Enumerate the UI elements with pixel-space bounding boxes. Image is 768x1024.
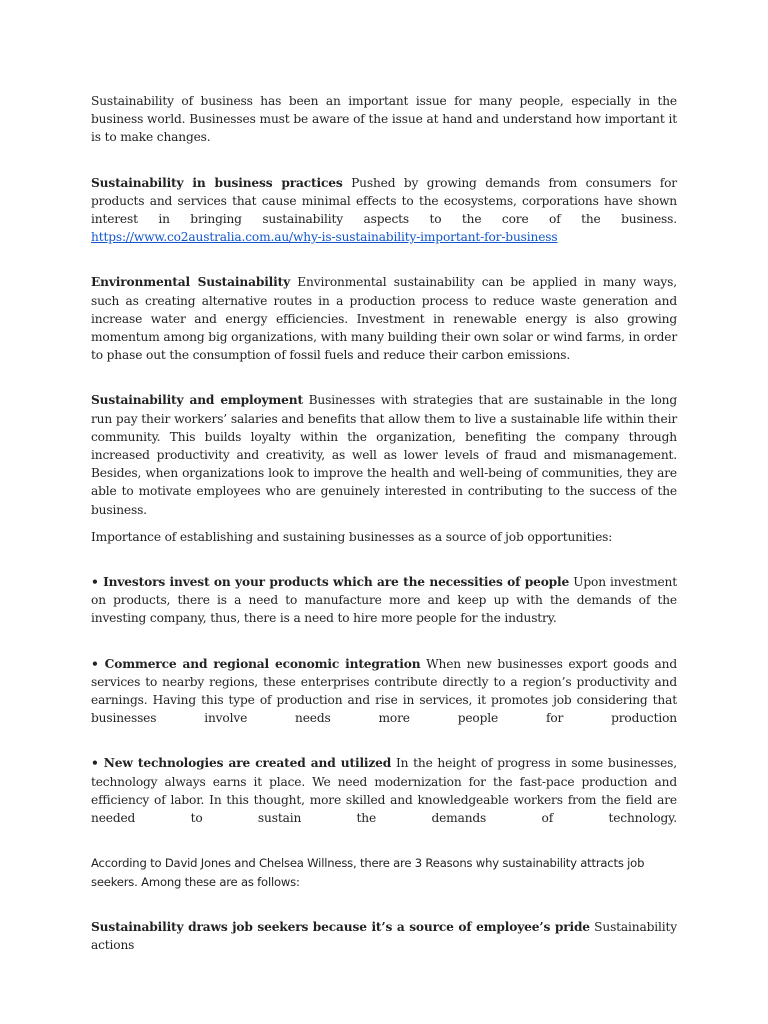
pride-paragraph <box>91 918 677 954</box>
environmental-paragraph <box>91 273 677 364</box>
bullet-commerce-heading: • Commerce and regional economic integration <box>91 656 421 671</box>
practices-heading: Sustainability in business practices <box>91 175 343 190</box>
according-paragraph: According to David Jones and Chelsea Willness, there are 3 Reasons why sustainability attracts job seekers. Among these are as follows: <box>91 856 645 889</box>
bullet-commerce-text: When new businesses export goods and services to nearby regions, these enterprises contribute directly to a region’s productivity and earnings. Having this type of production and rise in services, it promotes job considering that businesses involve needs more people for production <box>91 656 678 726</box>
document-page <box>91 92 677 954</box>
intro-paragraph: Sustainability of business has been an important issue for many people, especially in the business world. Businesses must be aware of the issue at hand and understand how important it is to make changes. <box>91 94 677 145</box>
employment-heading: Sustainability and employment <box>91 393 303 408</box>
bullet-investors-heading: • Investors invest on your products which are the necessities of people <box>91 575 570 590</box>
bullet-technologies-text: In the height of progress in some businesses, technology always earns it place. We need modernization for the fast-pace production and efficiency of labor. In this thought, more skilled and knowledgeable workers from the field are needed to sustain the demands of technology. <box>91 756 677 826</box>
pride-text: Sustainability actions <box>91 919 677 952</box>
importance-paragraph: Importance of establishing and sustaining businesses as a source of job opportunities: <box>91 529 613 544</box>
practices-paragraph <box>91 174 677 247</box>
co2australia-link[interactable]: https://www.co2australia.com.au/why-is-sustainability-important-for-business <box>91 230 558 245</box>
employment-paragraph <box>91 391 677 518</box>
bullet-technologies-heading: • New technologies are created and utilized <box>91 756 392 771</box>
practices-text: Pushed by growing demands from consumers for products and services that cause minimal effects to the ecosystems, corporations have shown interest in bringing sustainability aspects to the core of the business. <box>91 175 677 227</box>
environmental-text: Environmental sustainability can be applied in many ways, such as creating alternative routes in a production process to reduce waste generation and increase water and energy efficiencies. Investment in renewable energy is also growing momentum among big organizations, with many building their own solar or wind farms, in order to phase out the consumption of fossil fuels and reduce their carbon emissions. <box>91 275 677 363</box>
bullet-commerce <box>91 655 677 728</box>
bullet-technologies <box>91 754 677 827</box>
employment-text: Businesses with strategies that are sustainable in the long run pay their workers’ salaries and benefits that allow them to live a sustainable life within their community. This builds loyalty within the organization, benefiting the company through increased productivity and creativity, as well as lower levels of fraud and mismanagement. Besides, when organizations look to improve the health and well-being of communities, they are able to motivate employees who are genuinely interested in contributing to the success of the business. <box>91 393 677 517</box>
pride-heading: Sustainability draws job seekers because it’s a source of employee’s pride <box>91 919 590 934</box>
environmental-heading: Environmental Sustainability <box>91 275 291 290</box>
bullet-investors-text: Upon investment on products, there is a need to manufacture more and keep up with the demands of the investing company, thus, there is a need to hire more people for the industry. <box>91 575 678 626</box>
bullet-investors <box>91 573 677 628</box>
